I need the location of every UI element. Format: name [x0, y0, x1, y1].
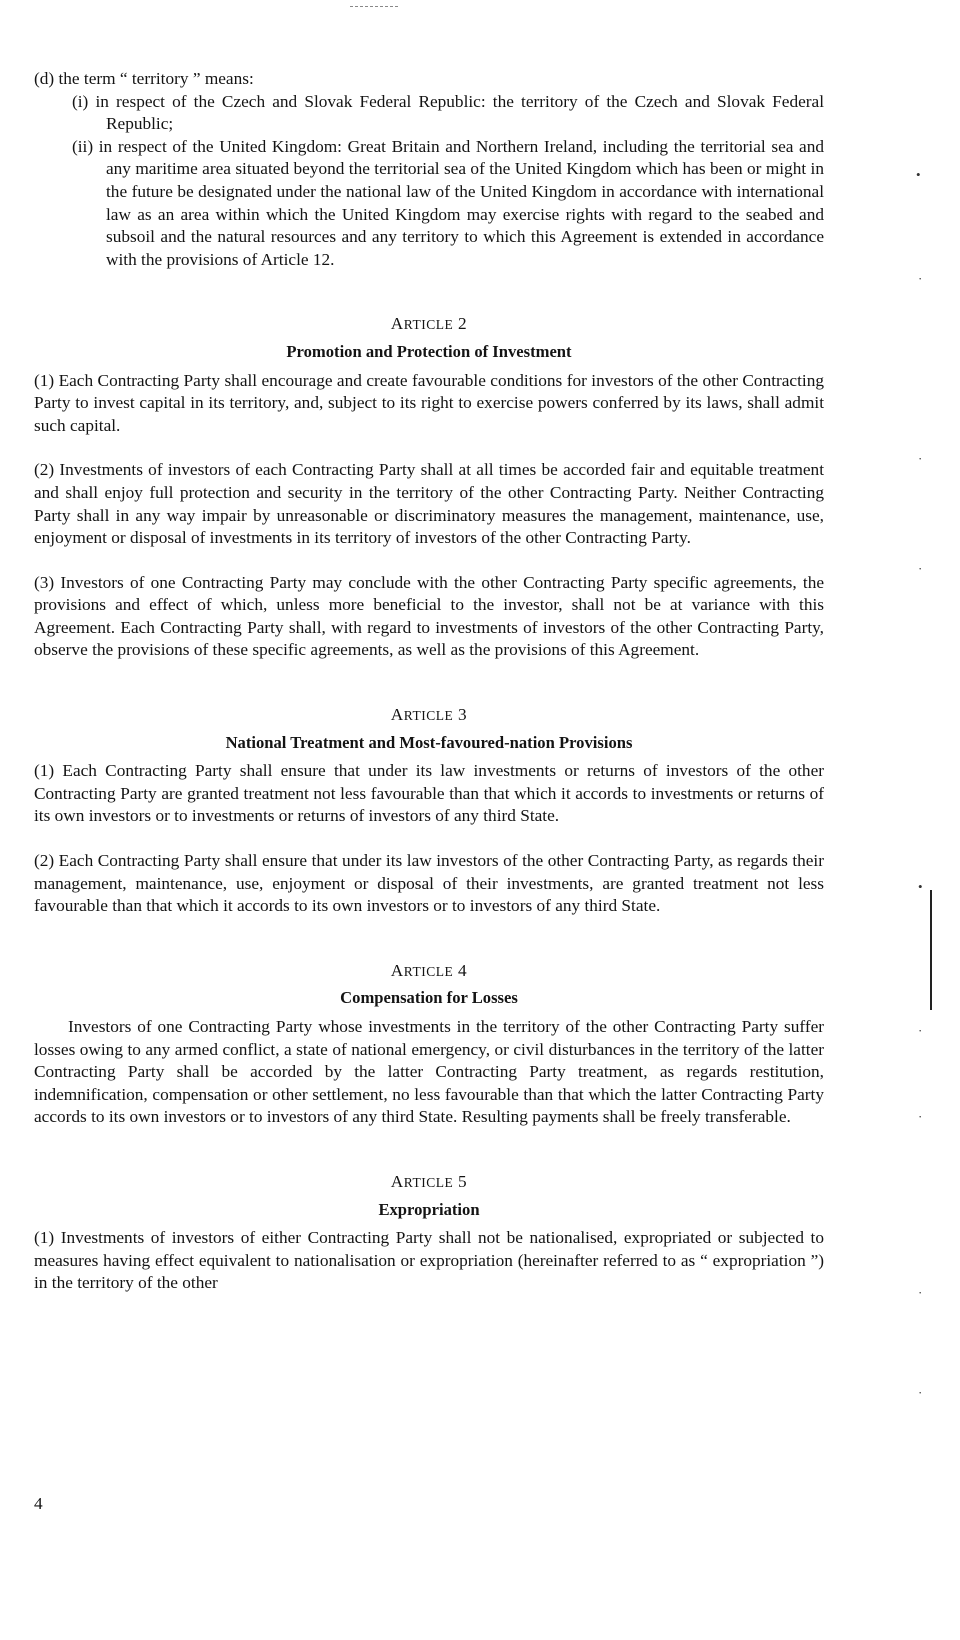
definition-item-i: (i) in respect of the Czech and Slovak Federal Republic: the territory of the Czech and Slovak Federal Republic; [72, 91, 824, 134]
article-5-label: ARTICLE 5 [390, 1171, 468, 1191]
article-4-title: Compensation for Losses [340, 988, 518, 1008]
article-2-paragraph-1: (1) Each Contracting Party shall encourage and create favourable conditions for investors of the other Contracting Party to invest capital in its territory, and, subject to its right to exercise powers conferred by its laws, shall admit such capital. [34, 370, 824, 435]
definition-item-ii: (ii) in respect of the United Kingdom: Great Britain and Northern Ireland, including the territorial sea and any maritime area situated beyond the territorial sea of the United Kingdom which has been or might in the future be designated under the national law of the United Kingdom in accordance with international law as an area within which the United Kingdom may exercise rights with regard to the seabed and subsoil and the natural resources and any territory to which this Agreement is extended in accordance with the provisions of Article 12. [72, 136, 824, 269]
scan-margin-dot: · [918, 1385, 923, 1400]
scan-margin-dot: · [918, 271, 923, 286]
article-4-label: ARTICLE 4 [390, 960, 468, 980]
scan-margin-dot: • [916, 167, 921, 182]
spacer [34, 271, 824, 313]
scan-margin-dot: · [918, 1109, 923, 1124]
scan-top-mark [350, 6, 398, 9]
article-2-paragraph-3: (3) Investors of one Contracting Party may conclude with the other Contracting Party specific agreements, the provisions and effect of which, unless more beneficial to the investor, shall not be at variance with this Agreement. Each Contracting Party shall, with regard to investments of investors of the other Contracting Party, observe the provisions of these specific agreements, as well as the provisions of this Agreement. [34, 572, 824, 660]
article-2-paragraph-2: (2) Investments of investors of each Contracting Party shall at all times be accorded fair and equitable treatment and shall enjoy full protection and security in the territory of the other Contracting Party. Neither Contracting Party shall in any way impair by unreasonable or discriminatory measures the management, maintenance, use, enjoyment or disposal of investments in its territory of investors of the other Contracting Party. [34, 460, 824, 548]
scan-margin-dot: · [918, 1285, 923, 1300]
document-page [34, 68, 824, 1295]
article-3-paragraph-1: (1) Each Contracting Party shall ensure that under its law investments or returns of investors of the other Contracting Party are granted treatment not less favourable than that which it accords to investments or returns of its own investors or to investments or returns of investors of any third State. [34, 761, 824, 826]
spacer [34, 550, 824, 572]
scan-margin-dot: • [918, 879, 923, 894]
spacer [34, 828, 824, 850]
spacer [34, 662, 824, 704]
page-number: 4 [34, 1494, 43, 1513]
article-5-title: Expropriation [378, 1199, 480, 1219]
spacer [34, 437, 824, 459]
scan-margin-dot: · [918, 561, 923, 576]
article-4-paragraph-1: Investors of one Contracting Party whose investments in the territory of the other Contracting Party suffer losses owing to any armed conflict, a state of national emergency, or civil disturbances in the territory of the latter Contracting Party shall be accorded by the latter Contracting Party treatment, as regards restitution, indemnification, compensation or other settlement, no less favourable than that which the latter Contracting Party accords to its own investors or to investors of any third State. Resulting payments shall be freely transferable. [34, 1017, 824, 1127]
article-3-label: ARTICLE 3 [390, 705, 468, 725]
scan-margin-dot: · [918, 451, 923, 466]
article-2-title: Promotion and Protection of Investment [286, 341, 572, 361]
article-2-label: ARTICLE 2 [390, 314, 468, 334]
definition-heading: (d) the term “ territory ” means: [34, 69, 254, 88]
article-3-paragraph-2: (2) Each Contracting Party shall ensure that under its law investors of the other Contracting Party, as regards their management, maintenance, use, enjoyment or disposal of their investments, are granted treatment not less favourable than that which it accords to its own investors or to investors of any third State. [34, 851, 824, 916]
spacer [34, 1129, 824, 1171]
spacer [34, 918, 824, 960]
article-3-title: National Treatment and Most-favoured-nation Provisions [225, 732, 633, 752]
article-5-paragraph-1: (1) Investments of investors of either Contracting Party shall not be nationalised, expropriated or subjected to measures having effect equivalent to nationalisation or expropriation (hereinafter referred to as “ expropriation ”) in the territory of the other [34, 1228, 824, 1293]
scan-margin-dot: · [918, 1023, 923, 1038]
scan-margin-rule [930, 890, 932, 1010]
